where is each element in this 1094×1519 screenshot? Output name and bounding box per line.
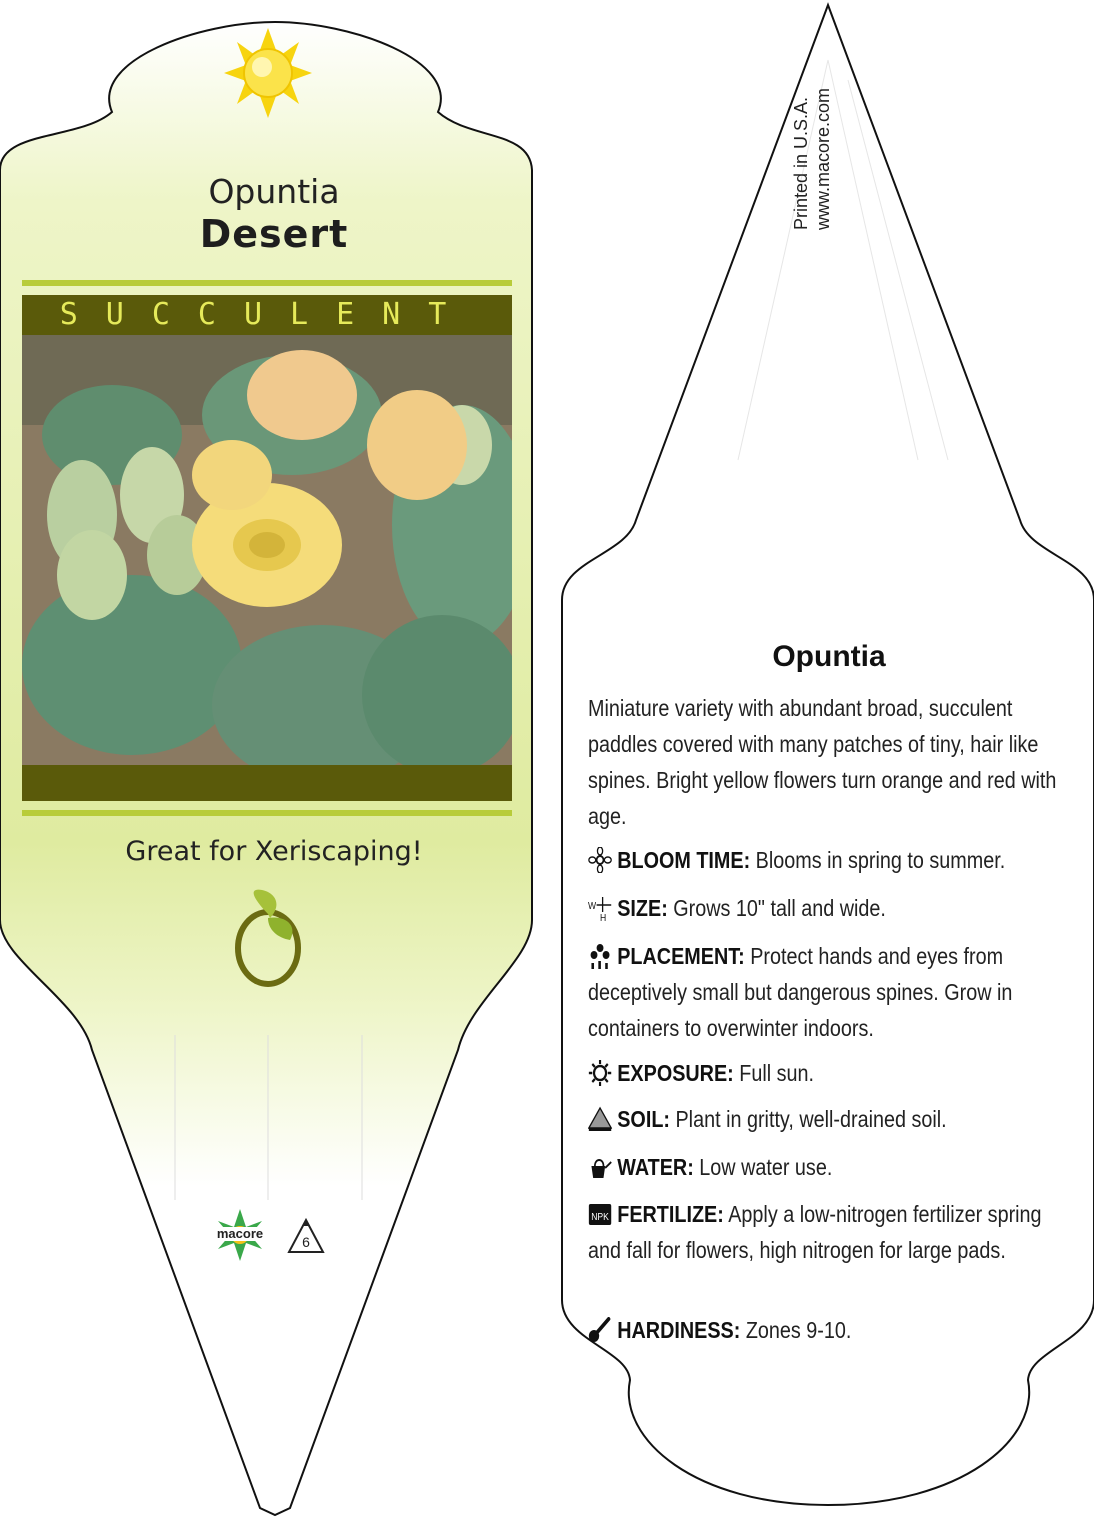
hardiness-value: Zones 9-10. <box>740 1317 852 1343</box>
recycle-icon <box>286 1217 326 1257</box>
macore-logo <box>205 1205 275 1265</box>
photo-footer-band <box>22 765 512 801</box>
hardiness-label: HARDINESS: <box>617 1317 741 1343</box>
soil-value: Plant in gritty, well-drained soil. <box>669 1106 947 1132</box>
size-value: Grows 10" tall and wide. <box>667 895 886 921</box>
care-exposure <box>588 1055 1070 1091</box>
care-bloom-time <box>588 842 1070 878</box>
printed-info <box>790 88 834 230</box>
svg-text:W: W <box>588 900 597 912</box>
care-placement <box>588 938 1070 1046</box>
fertilize-value: Apply a low-nitrogen fertilizer spring and fall for flowers, high nitrogen for large pads. <box>588 1201 1042 1263</box>
placement-label: PLACEMENT: <box>617 943 745 969</box>
divider <box>22 810 512 816</box>
soil-label: SOIL: <box>617 1106 670 1132</box>
care-water <box>588 1149 1070 1185</box>
npk-icon <box>588 1201 612 1227</box>
recycle-code: 6 <box>302 1234 310 1250</box>
svg-text:NPK: NPK <box>591 1211 609 1223</box>
water-value: Low water use. <box>693 1154 833 1180</box>
tagline: Great for Xeriscaping! <box>125 836 423 867</box>
brand-name: macore <box>216 1226 264 1241</box>
care-hardiness <box>588 1312 1070 1348</box>
thermometer-icon <box>588 1317 612 1343</box>
exposure-label: EXPOSURE: <box>617 1060 734 1086</box>
size-label: SIZE: <box>617 895 668 921</box>
care-soil <box>588 1101 1070 1137</box>
flower-icon <box>588 847 612 873</box>
description: Miniature variety with abundant broad, succulent paddles covered with many patches of tiny, hair like spines. Bright yellow flowers turn orange and red with age. <box>588 695 1057 829</box>
svg-text:H: H <box>600 912 607 921</box>
exposure-value: Full sun. <box>733 1060 815 1086</box>
back-title: Opuntia <box>772 640 886 673</box>
soil-icon <box>588 1106 612 1132</box>
genus-name: Opuntia <box>208 172 340 211</box>
bloom-time-label: BLOOM TIME: <box>617 847 751 873</box>
fertilize-label: FERTILIZE: <box>617 1201 724 1227</box>
water-label: WATER: <box>617 1154 694 1180</box>
cactus-photo <box>22 335 512 765</box>
care-size <box>588 890 1070 926</box>
variety-name: Desert <box>199 212 349 256</box>
watering-can-icon <box>588 1154 612 1180</box>
placement-value: Protect hands and eyes from deceptively small but dangerous spines. Grow in containers to overwinter indoors. <box>588 943 1013 1041</box>
bloom-time-value: Blooms in spring to summer. <box>750 847 1006 873</box>
divider <box>22 280 512 286</box>
printed-in: Printed in U.S.A. <box>791 96 811 230</box>
sun-icon <box>588 1060 612 1086</box>
size-icon <box>588 895 612 921</box>
category-banner: SUCCULENT <box>22 295 512 335</box>
website: www.macore.com <box>813 87 833 230</box>
placement-icon <box>588 943 612 969</box>
care-fertilize <box>588 1196 1070 1268</box>
